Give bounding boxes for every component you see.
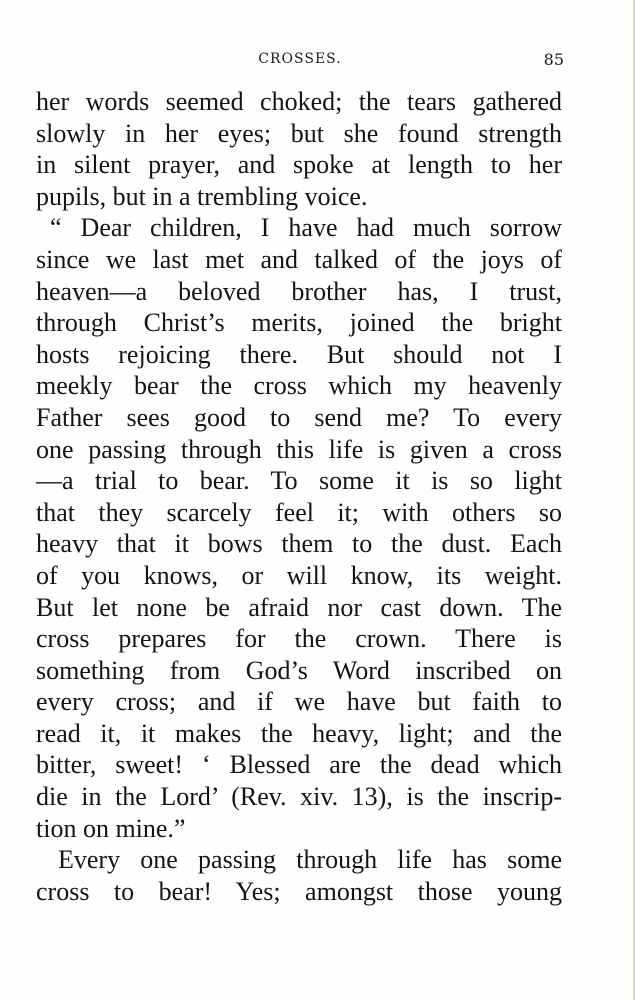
text-line: meekly bear the cross which my heavenly: [36, 371, 562, 401]
text-line: bitter, sweet! ‘ Blessed are the dead which: [36, 750, 562, 780]
text-line: But let none be afraid nor cast down. The: [36, 592, 562, 622]
text-line: since we last met and talked of the joys of: [36, 244, 562, 274]
text-line: —a trial to bear. To some it is so light: [36, 466, 562, 496]
text-line: something from God’s Word inscribed on: [36, 655, 562, 685]
text-line: slowly in her eyes; but she found strength: [36, 118, 562, 148]
paragraph-2: [36, 212, 562, 844]
text-line: “ Dear children, I have had much sorrow: [50, 213, 562, 243]
text-line: Every one passing through life has some: [58, 845, 562, 875]
text-line: cross to bear! Yes; amongst those young: [36, 876, 562, 906]
text-line: Father sees good to send me? To every: [36, 402, 562, 432]
text-line: that they scarcely feel it; with others so: [36, 497, 562, 527]
text-line: her words seemed choked; the tears gathered: [36, 87, 562, 116]
text-line: through Christ’s merits, joined the bright: [36, 308, 562, 338]
text-line: tion on mine.”: [36, 813, 186, 843]
page-number: 85: [543, 50, 564, 69]
running-head: [36, 50, 564, 70]
paragraph-3: [36, 844, 562, 907]
text-line: die in the Lord’ (Rev. xiv. 13), is the inscrip-: [36, 782, 562, 812]
text-line: cross prepares for the crown. There is: [36, 624, 562, 654]
text-line: one passing through this life is given a cross: [36, 434, 562, 464]
running-title: CROSSES.: [258, 51, 342, 67]
paragraph-1: [36, 86, 562, 212]
text-line: heavy that it bows them to the dust. Each: [36, 529, 562, 559]
text-line: heaven—a beloved brother has, I trust,: [36, 276, 562, 306]
text-line: of you knows, or will know, its weight.: [36, 560, 562, 590]
text-line: pupils, but in a trembling voice.: [36, 181, 368, 211]
body-text: [36, 86, 562, 907]
text-line: hosts rejoicing there. But should not I: [36, 339, 562, 369]
text-line: in silent prayer, and spoke at length to her: [36, 150, 562, 180]
text-line: every cross; and if we have but faith to: [36, 687, 562, 717]
text-line: read it, it makes the heavy, light; and the: [36, 718, 562, 748]
